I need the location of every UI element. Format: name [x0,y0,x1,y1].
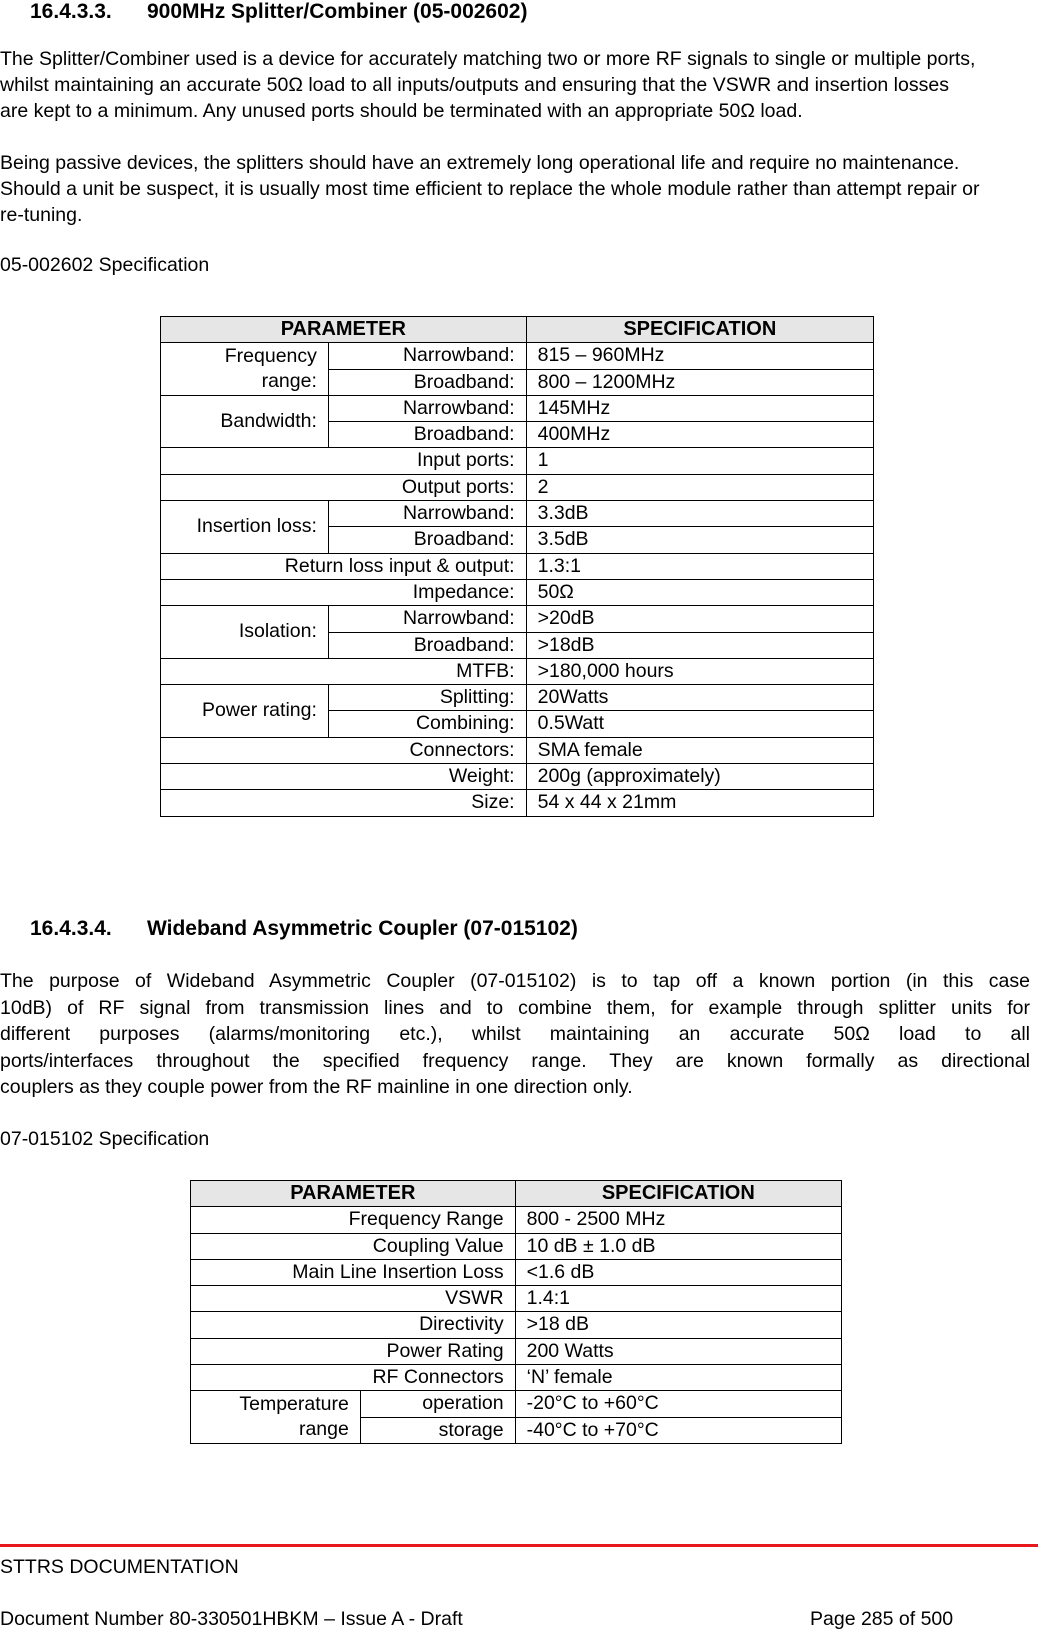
return-loss-label: Return loss input & output: [161,553,527,579]
splitter-spec-table [160,316,874,817]
main-line-insertion-loss-label: Main Line Insertion Loss [191,1259,516,1285]
bw-narrowband-value: 145MHz [526,395,873,421]
vswr-label: VSWR [191,1286,516,1312]
iso-narrowband-label: Narrowband: [328,606,526,632]
spec-caption: 05-002602 Specification [0,254,210,276]
iso-broadband-label: Broadband: [328,632,526,658]
bw-broadband-label: Broadband: [328,422,526,448]
pr-combining-value: 0.5Watt [526,711,873,737]
insertion-loss-label: Insertion loss: [161,501,329,554]
iso-narrowband-value: >20dB [526,606,873,632]
paragraph-line: The purpose of Wideband Asymmetric Coupler (07-015102) is to tap off a known portion (in this case [0,970,1030,992]
pr-splitting-label: Splitting: [328,685,526,711]
size-label: Size: [161,790,527,816]
pr-splitting-value: 20Watts [526,685,873,711]
output-ports-value: 2 [526,474,873,500]
intro-paragraph: The Splitter/Combiner used is a device for accurately matching two or more RF signals to single or multiple ports, whilst maintaining an accurate 50Ω load to all inputs/outputs and ensuring that the VSWR and insertion losses are kept to a minimum. Any unused ports should be terminated with an appropriate 50Ω load. [0,48,976,123]
weight-value: 200g (approximately) [526,764,873,790]
vswr-value: 1.4:1 [515,1286,841,1312]
power-rating-label: Power rating: [161,685,329,738]
return-loss-value: 1.3:1 [526,553,873,579]
frequency-range-label: Frequency Range [191,1207,516,1233]
mtfb-label: MTFB: [161,658,527,684]
freq-range-label: Frequency range: [161,343,329,396]
temp-operation-label: operation [360,1391,515,1417]
section-heading [30,0,527,24]
paragraph-line: different purposes (alarms/monitoring etc.), whilst maintaining an accurate 50Ω load to all [0,1023,1030,1046]
paragraph-line: 10dB) of RF signal from transmission lines and to combine them, for example through splitter units for [0,996,1030,1019]
header-parameter: PARAMETER [191,1181,516,1207]
weight-label: Weight: [161,764,527,790]
coupler-spec-table [190,1180,842,1444]
power-rating-value: 200 Watts [515,1338,841,1364]
impedance-value: 50Ω [526,579,873,605]
section-number: 16.4.3.4. [30,917,112,940]
directivity-value: >18 dB [515,1312,841,1338]
header-specification: SPECIFICATION [526,317,873,343]
footer-doc-number: Document Number 80-330501HBKM – Issue A - Draft [0,1608,463,1630]
isolation-label: Isolation: [161,606,329,659]
main-line-insertion-loss-value: <1.6 dB [515,1259,841,1285]
connectors-value: SMA female [526,737,873,763]
input-ports-value: 1 [526,448,873,474]
coupling-value-label: Coupling Value [191,1233,516,1259]
section-heading [30,917,578,941]
footer-page-number: Page 285 of 500 [810,1608,954,1630]
impedance-label: Impedance: [161,579,527,605]
temp-operation-value: -20°C to +60°C [515,1391,841,1417]
temp-storage-label: storage [360,1417,515,1443]
spec-caption: 07-015102 Specification [0,1128,210,1150]
bw-broadband-value: 400MHz [526,422,873,448]
section-title: 900MHz Splitter/Combiner (05-002602) [147,0,528,23]
iso-broadband-value: >18dB [526,632,873,658]
bandwidth-label: Bandwidth: [161,395,329,448]
mtfb-value: >180,000 hours [526,658,873,684]
il-narrowband-label: Narrowband: [328,501,526,527]
header-parameter: PARAMETER [161,317,527,343]
il-broadband-value: 3.5dB [526,527,873,553]
input-ports-label: Input ports: [161,448,527,474]
freq-broadband-value: 800 – 1200MHz [526,369,873,395]
pr-combining-label: Combining: [328,711,526,737]
power-rating-label: Power Rating [191,1338,516,1364]
header-specification: SPECIFICATION [515,1181,841,1207]
coupler-paragraph [0,968,1030,1101]
freq-narrowband-value: 815 – 960MHz [526,343,873,369]
connectors-label: Connectors: [161,737,527,763]
footer-doc-title: STTRS DOCUMENTATION [0,1556,239,1578]
frequency-range-value: 800 - 2500 MHz [515,1207,841,1233]
freq-broadband-label: Broadband: [328,369,526,395]
footer-divider [0,1544,1038,1547]
rf-connectors-value: ‘N’ female [515,1365,841,1391]
paragraph-line: ports/interfaces throughout the specified frequency range. They are known formally as directional [0,1049,1030,1072]
section-number: 16.4.3.3. [30,0,112,23]
temperature-range-label: Temperature range [191,1391,361,1444]
paragraph-line: couplers as they couple power from the RF mainline in one direction only. [0,1076,633,1099]
il-narrowband-value: 3.3dB [526,501,873,527]
freq-narrowband-label: Narrowband: [328,343,526,369]
temp-storage-value: -40°C to +70°C [515,1417,841,1443]
coupling-value-value: 10 dB ± 1.0 dB [515,1233,841,1259]
size-value: 54 x 44 x 21mm [526,790,873,816]
rf-connectors-label: RF Connectors [191,1365,516,1391]
directivity-label: Directivity [191,1312,516,1338]
maintenance-paragraph: Being passive devices, the splitters should have an extremely long operational life and require no maintenance. Should a unit be suspect, it is usually most time efficient to replace the whole module rather than attempt repair or re-tuning. [0,152,980,227]
il-broadband-label: Broadband: [328,527,526,553]
bw-narrowband-label: Narrowband: [328,395,526,421]
section-title: Wideband Asymmetric Coupler (07-015102) [147,917,578,940]
output-ports-label: Output ports: [161,474,527,500]
